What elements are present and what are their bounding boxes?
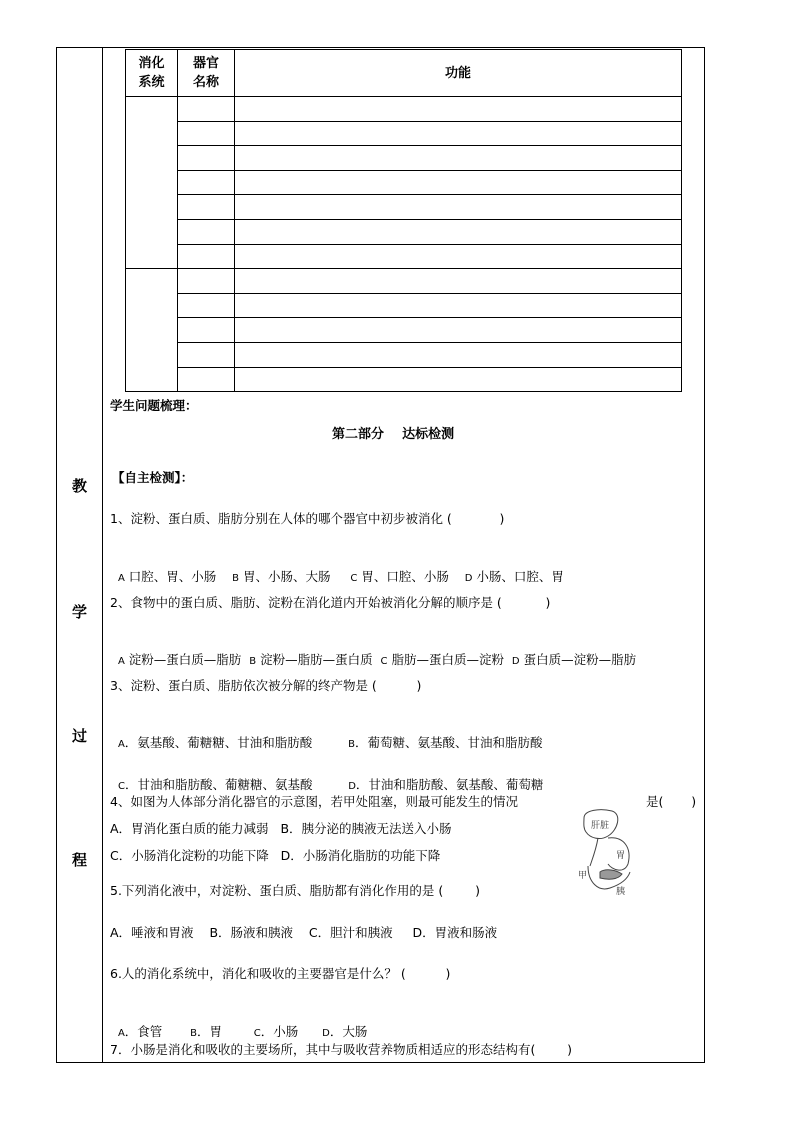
question-6: 6.人的消化系统中，消化和吸收的主要器官是什么？ ( ) — [110, 966, 451, 981]
system-cell — [126, 97, 178, 269]
header-function: 功能 — [235, 50, 682, 97]
digestive-organ-diagram — [578, 808, 636, 898]
question-3-options-ab — [110, 719, 542, 753]
digestive-organ-table — [125, 49, 682, 392]
function-cell — [235, 195, 682, 220]
header-digestive-system: 消化 系统 — [126, 50, 178, 97]
table-row — [126, 219, 682, 244]
function-cell — [235, 170, 682, 195]
section-title: 第二部分 达标检测 — [332, 427, 455, 442]
option-letter: D — [348, 781, 356, 792]
header-organ-name: 器官 名称 — [178, 50, 235, 97]
option-letter: D — [322, 1028, 330, 1039]
option-text: ．甘油和脂肪酸、氨基酸、葡萄糖 — [355, 777, 544, 792]
organ-name-cell — [178, 342, 235, 367]
option-text: ．小肠 — [260, 1024, 323, 1039]
table-row — [126, 244, 682, 269]
table-row — [126, 97, 682, 122]
function-cell — [235, 293, 682, 318]
function-cell — [235, 244, 682, 269]
function-cell — [235, 219, 682, 244]
option-text: ．葡萄糖、氨基酸、甘油和脂肪酸 — [354, 735, 543, 750]
question-1-options — [110, 553, 564, 587]
question-4-options-ab: A．胃消化蛋白质的能力减弱 B．胰分泌的胰液无法送入小肠 — [110, 821, 452, 836]
organ-name-cell — [178, 219, 235, 244]
question-3-options-cd — [110, 761, 543, 795]
self-test-label: 【自主检测】： — [112, 470, 194, 485]
question-3: 3、淀粉、蛋白质、脂肪依次被分解的终产物是 ( ) — [110, 678, 422, 693]
question-4: 4、如图为人体部分消化器官的示意图，若甲处阻塞，则最可能发生的情况 — [110, 794, 518, 809]
option-letter: A — [117, 573, 125, 584]
option-text: 胃、口腔、小肠 — [357, 569, 465, 584]
question-7: 7．小肠是消化和吸收的主要场所，其中与吸收营养物质相适应的形态结构有( ) — [110, 1042, 572, 1057]
table-row — [126, 269, 682, 294]
option-text: ．胃 — [197, 1024, 254, 1039]
question-2: 2、食物中的蛋白质、脂肪、淀粉在消化道内开始被消化分解的顺序是 ( ) — [110, 595, 551, 610]
organ-name-cell — [178, 244, 235, 269]
option-text: 小肠、口腔、胃 — [472, 569, 564, 584]
organ-name-cell — [178, 146, 235, 171]
side-label-char: 教 — [72, 477, 88, 495]
option-letter: C — [380, 656, 388, 667]
table-header-row — [126, 50, 682, 97]
option-text: ．氨基酸、葡糖糖、甘油和脂肪酸 — [124, 735, 349, 750]
side-label-char: 程 — [72, 851, 88, 869]
label-liver: 肝脏 — [591, 821, 610, 831]
option-letter: B — [348, 739, 355, 750]
function-cell — [235, 146, 682, 171]
option-text: 脂肪—蛋白质—淀粉 — [387, 652, 512, 667]
organ-name-cell — [178, 170, 235, 195]
organ-name-cell — [178, 97, 235, 122]
question-2-options — [110, 636, 636, 670]
option-letter: C — [253, 1028, 261, 1039]
question-4-answer-paren: 是( ) — [646, 794, 697, 809]
organ-name-cell — [178, 367, 235, 392]
organ-name-cell — [178, 293, 235, 318]
organ-name-cell — [178, 121, 235, 146]
function-cell — [235, 97, 682, 122]
table-row — [126, 170, 682, 195]
organ-name-cell — [178, 195, 235, 220]
function-cell — [235, 367, 682, 392]
option-letter: B — [190, 1028, 197, 1039]
table-row — [126, 121, 682, 146]
table-row — [126, 342, 682, 367]
option-letter: D — [511, 656, 520, 667]
bile-duct-line — [590, 838, 598, 866]
option-text: 口腔、胃、小肠 — [124, 569, 233, 584]
label-pancreas: 胰 — [616, 887, 626, 897]
option-text: ．甘油和脂肪酸、葡糖糖、氨基酸 — [124, 777, 349, 792]
option-letter: D — [464, 573, 473, 584]
option-text: 淀粉—脂肪—蛋白质 — [256, 652, 381, 667]
question-4-options-cd: C．小肠消化淀粉的功能下降 D．小肠消化脂肪的功能下降 — [110, 848, 441, 863]
label-jia: 甲 — [578, 871, 588, 881]
function-cell — [235, 342, 682, 367]
option-letter: A — [117, 656, 125, 667]
table-row — [126, 318, 682, 343]
function-cell — [235, 121, 682, 146]
organ-name-cell — [178, 269, 235, 294]
option-text: 胃、小肠、大肠 — [239, 569, 351, 584]
system-cell — [126, 269, 178, 392]
option-text: ．大肠 — [329, 1024, 368, 1039]
option-letter: C — [350, 573, 358, 584]
option-letter: A — [117, 739, 125, 750]
label-stomach: 胃 — [616, 851, 626, 861]
table-row — [126, 146, 682, 171]
question-5: 5.下列消化液中，对淀粉、蛋白质、脂肪都有消化作用的是 ( ) — [110, 883, 480, 898]
option-text: ．食管 — [124, 1024, 191, 1039]
table-row — [126, 293, 682, 318]
question-1: 1、淀粉、蛋白质、脂肪分别在人体的哪个器官中初步被消化 ( ) — [110, 511, 505, 526]
option-text: 蛋白质—淀粉—脂肪 — [519, 652, 637, 667]
question-6-options — [110, 1008, 367, 1042]
function-cell — [235, 318, 682, 343]
function-cell — [235, 269, 682, 294]
option-letter: B — [232, 573, 240, 584]
organ-name-cell — [178, 318, 235, 343]
option-letter: C — [117, 781, 125, 792]
option-text: 淀粉—蛋白质—脂肪 — [124, 652, 250, 667]
student-issues-label: 学生问题梳理： — [110, 398, 198, 413]
side-label-char: 学 — [72, 603, 88, 621]
column-divider — [102, 47, 103, 1063]
option-letter: B — [249, 656, 257, 667]
question-5-options: A．唾液和胃液 B．肠液和胰液 C．胆汁和胰液 D．胃液和肠液 — [110, 925, 498, 940]
option-letter: A — [117, 1028, 125, 1039]
table-row — [126, 195, 682, 220]
table-row — [126, 367, 682, 392]
side-label-char: 过 — [72, 727, 88, 745]
pancreas-shape — [600, 870, 622, 879]
